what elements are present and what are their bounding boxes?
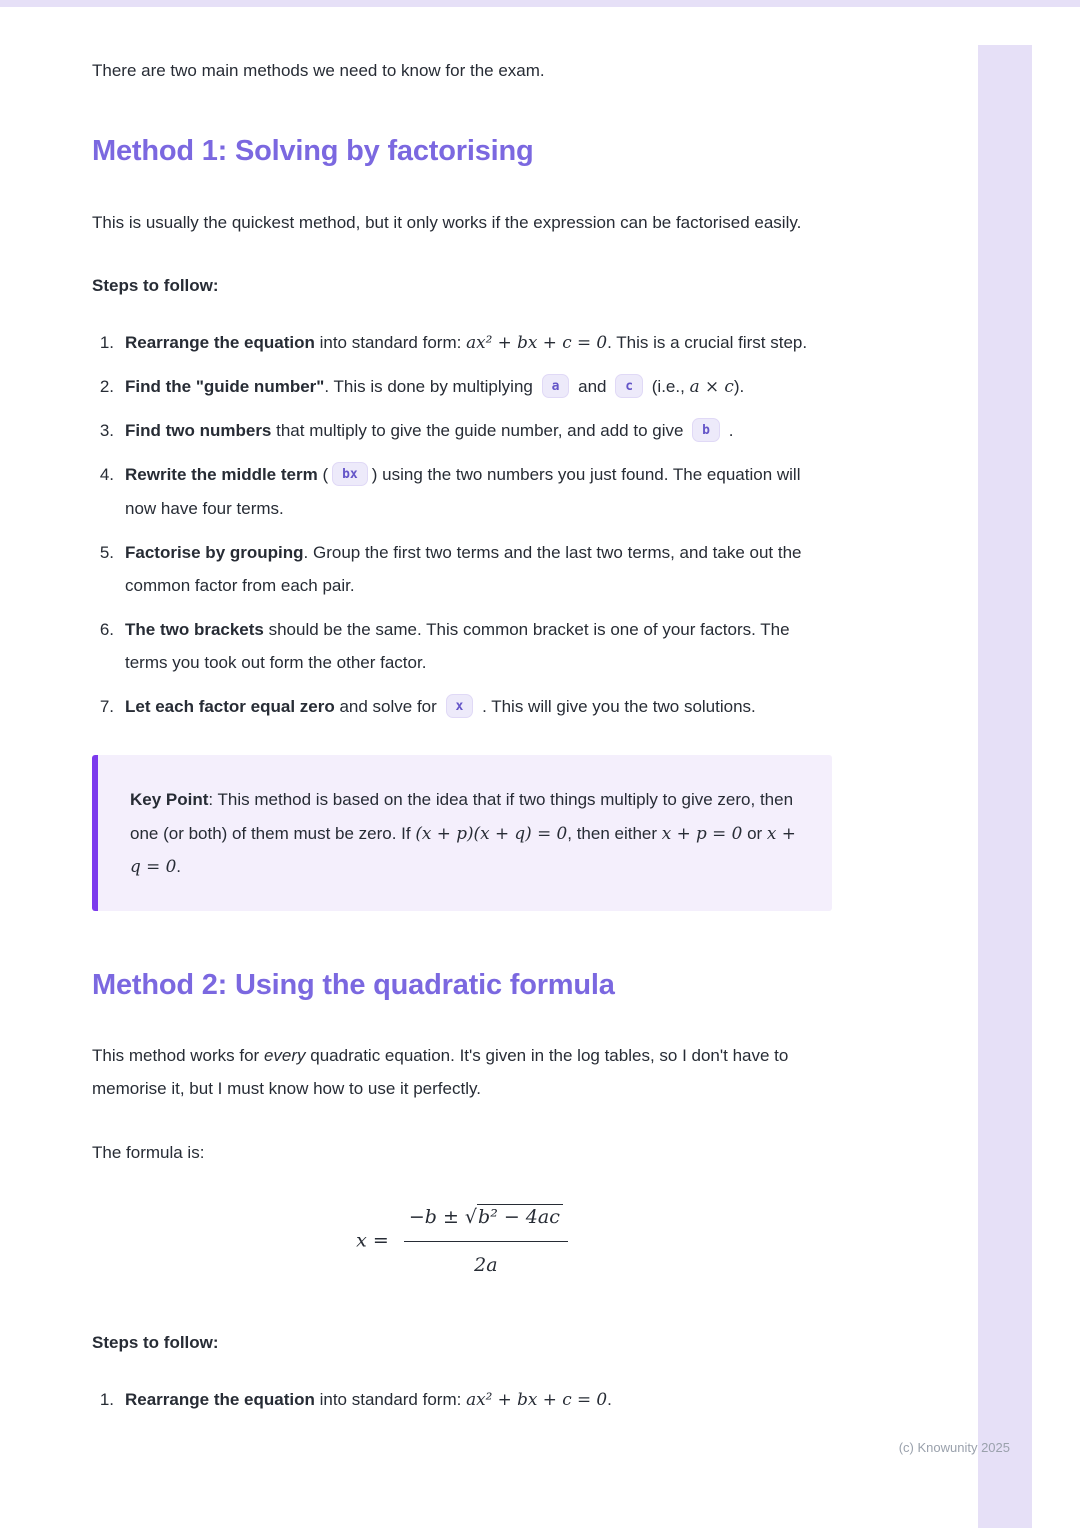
method1-steps-list: [92, 326, 832, 723]
list-item: [92, 458, 832, 524]
code-chip: a: [542, 374, 570, 398]
method2-description: [92, 1039, 832, 1105]
method2-steps-list: [92, 1383, 832, 1416]
step-text: (: [317, 465, 329, 485]
step-text: into standard form:: [314, 1390, 467, 1409]
code-chip: b: [692, 418, 720, 442]
code-chip: x: [446, 694, 474, 718]
step-text: should be the same. This common bracket is one of your factors. The terms you took out form the other factor.: [125, 619, 790, 673]
step-text: ).: [733, 377, 745, 397]
step-text: and solve for: [334, 697, 442, 717]
list-item-text: [125, 326, 832, 359]
list-item: [92, 1383, 832, 1416]
list-number: 2.: [99, 377, 114, 397]
step-bold-lead: Rewrite the middle term: [125, 465, 318, 485]
list-item-text: [125, 414, 832, 447]
step-text: and: [573, 377, 612, 397]
inline-math: ax² + bx + c = 0: [466, 1389, 608, 1409]
list-item: [92, 536, 832, 602]
step-text: . This is done by multiplying: [324, 377, 538, 397]
list-number: 4.: [99, 465, 114, 485]
callout-title: Key Point: [130, 790, 209, 810]
key-point-callout: [92, 755, 832, 910]
callout-text: : This method is based on the idea that if two things multiply to give zero, then one (or both) of them must be zero. If: [130, 790, 794, 843]
list-item: [92, 326, 832, 359]
callout-text: .: [176, 856, 182, 876]
step-bold-lead: The two brackets: [125, 619, 264, 639]
step-bold-lead: Rearrange the equation: [125, 332, 315, 352]
callout-text: , then either: [567, 823, 662, 843]
formula-fraction: [404, 1199, 568, 1284]
radicand: b² − 4ac: [477, 1204, 563, 1228]
step-text: ) using the two numbers you just found. The equation will now have four terms.: [125, 465, 801, 518]
list-item-text: [125, 458, 832, 524]
list-number: 6.: [99, 619, 114, 639]
formula-label: The formula is:: [92, 1142, 205, 1162]
code-chip: bx: [332, 462, 368, 486]
radical-symbol: √: [464, 1205, 478, 1228]
step-text: into standard form:: [314, 332, 467, 352]
right-page-edge-strip: [978, 45, 1032, 1528]
step-text: (i.e.,: [647, 377, 690, 397]
watermark: (c) Knowunity 2025: [898, 1440, 1010, 1455]
list-item: [92, 414, 832, 447]
list-number: 5.: [99, 542, 114, 562]
formula-numerator-prefix: −b ±: [408, 1205, 465, 1228]
code-chip: c: [615, 374, 643, 398]
intro-paragraph: There are two main methods we need to know for the exam.: [92, 61, 545, 80]
document-body: [92, 0, 832, 1416]
formula-numerator: [404, 1199, 568, 1242]
step-bold-lead: Factorise by grouping: [125, 542, 304, 562]
square-root: [465, 1204, 563, 1228]
paragraph-text: quadratic equation. It's given in the log tables, so I don't have to memorise it, but I must know how to use it perfectly.: [92, 1046, 789, 1099]
list-item-text: [125, 370, 832, 403]
callout-text: or: [742, 823, 767, 843]
list-number: 7.: [99, 697, 114, 717]
inline-math: x + q = 0: [130, 822, 796, 876]
emphasized-word: every: [263, 1046, 306, 1066]
method1-steps-label: Steps to follow:: [92, 275, 219, 295]
inline-math: a × c: [689, 376, 734, 397]
list-item: [92, 613, 832, 679]
inline-math: ax² + bx + c = 0: [466, 331, 608, 352]
method2-steps-label: Steps to follow:: [92, 1332, 219, 1352]
list-number: 1.: [99, 1390, 114, 1409]
step-bold-lead: Rearrange the equation: [125, 1390, 315, 1409]
step-text: .: [723, 421, 734, 441]
inline-math: x + p = 0: [661, 822, 743, 843]
method1-description: This is usually the quickest method, but it only works if the expression can be factorised easily.: [92, 212, 802, 232]
list-item: [92, 690, 832, 723]
list-item-text: [125, 690, 832, 723]
list-item-text: [125, 1383, 832, 1416]
step-text: that multiply to give the guide number, and add to give: [271, 421, 689, 441]
step-bold-lead: Find two numbers: [125, 421, 272, 441]
step-text: .: [607, 1390, 612, 1409]
list-number: 1.: [99, 332, 114, 352]
formula-denominator: 2a: [474, 1253, 498, 1276]
method2-heading: Method 2: Using the quadratic formula: [92, 968, 615, 1001]
inline-math: (x + p)(x + q) = 0: [415, 822, 568, 843]
quadratic-formula: [92, 1199, 832, 1284]
step-bold-lead: Find the "guide number": [125, 377, 325, 397]
step-text: . This is a crucial first step.: [607, 332, 808, 352]
method1-heading: Method 1: Solving by factorising: [92, 135, 534, 168]
list-number: 3.: [99, 421, 114, 441]
step-text: . This will give you the two solutions.: [477, 697, 756, 717]
list-item-text: [125, 613, 832, 679]
paragraph-text: This method works for: [92, 1046, 264, 1066]
step-bold-lead: Let each factor equal zero: [125, 697, 335, 717]
list-item: [92, 370, 832, 403]
formula-lhs: x =: [356, 1229, 395, 1252]
step-text: . Group the first two terms and the last two terms, and take out the common factor from each pair.: [125, 542, 802, 595]
list-item-text: [125, 536, 832, 602]
